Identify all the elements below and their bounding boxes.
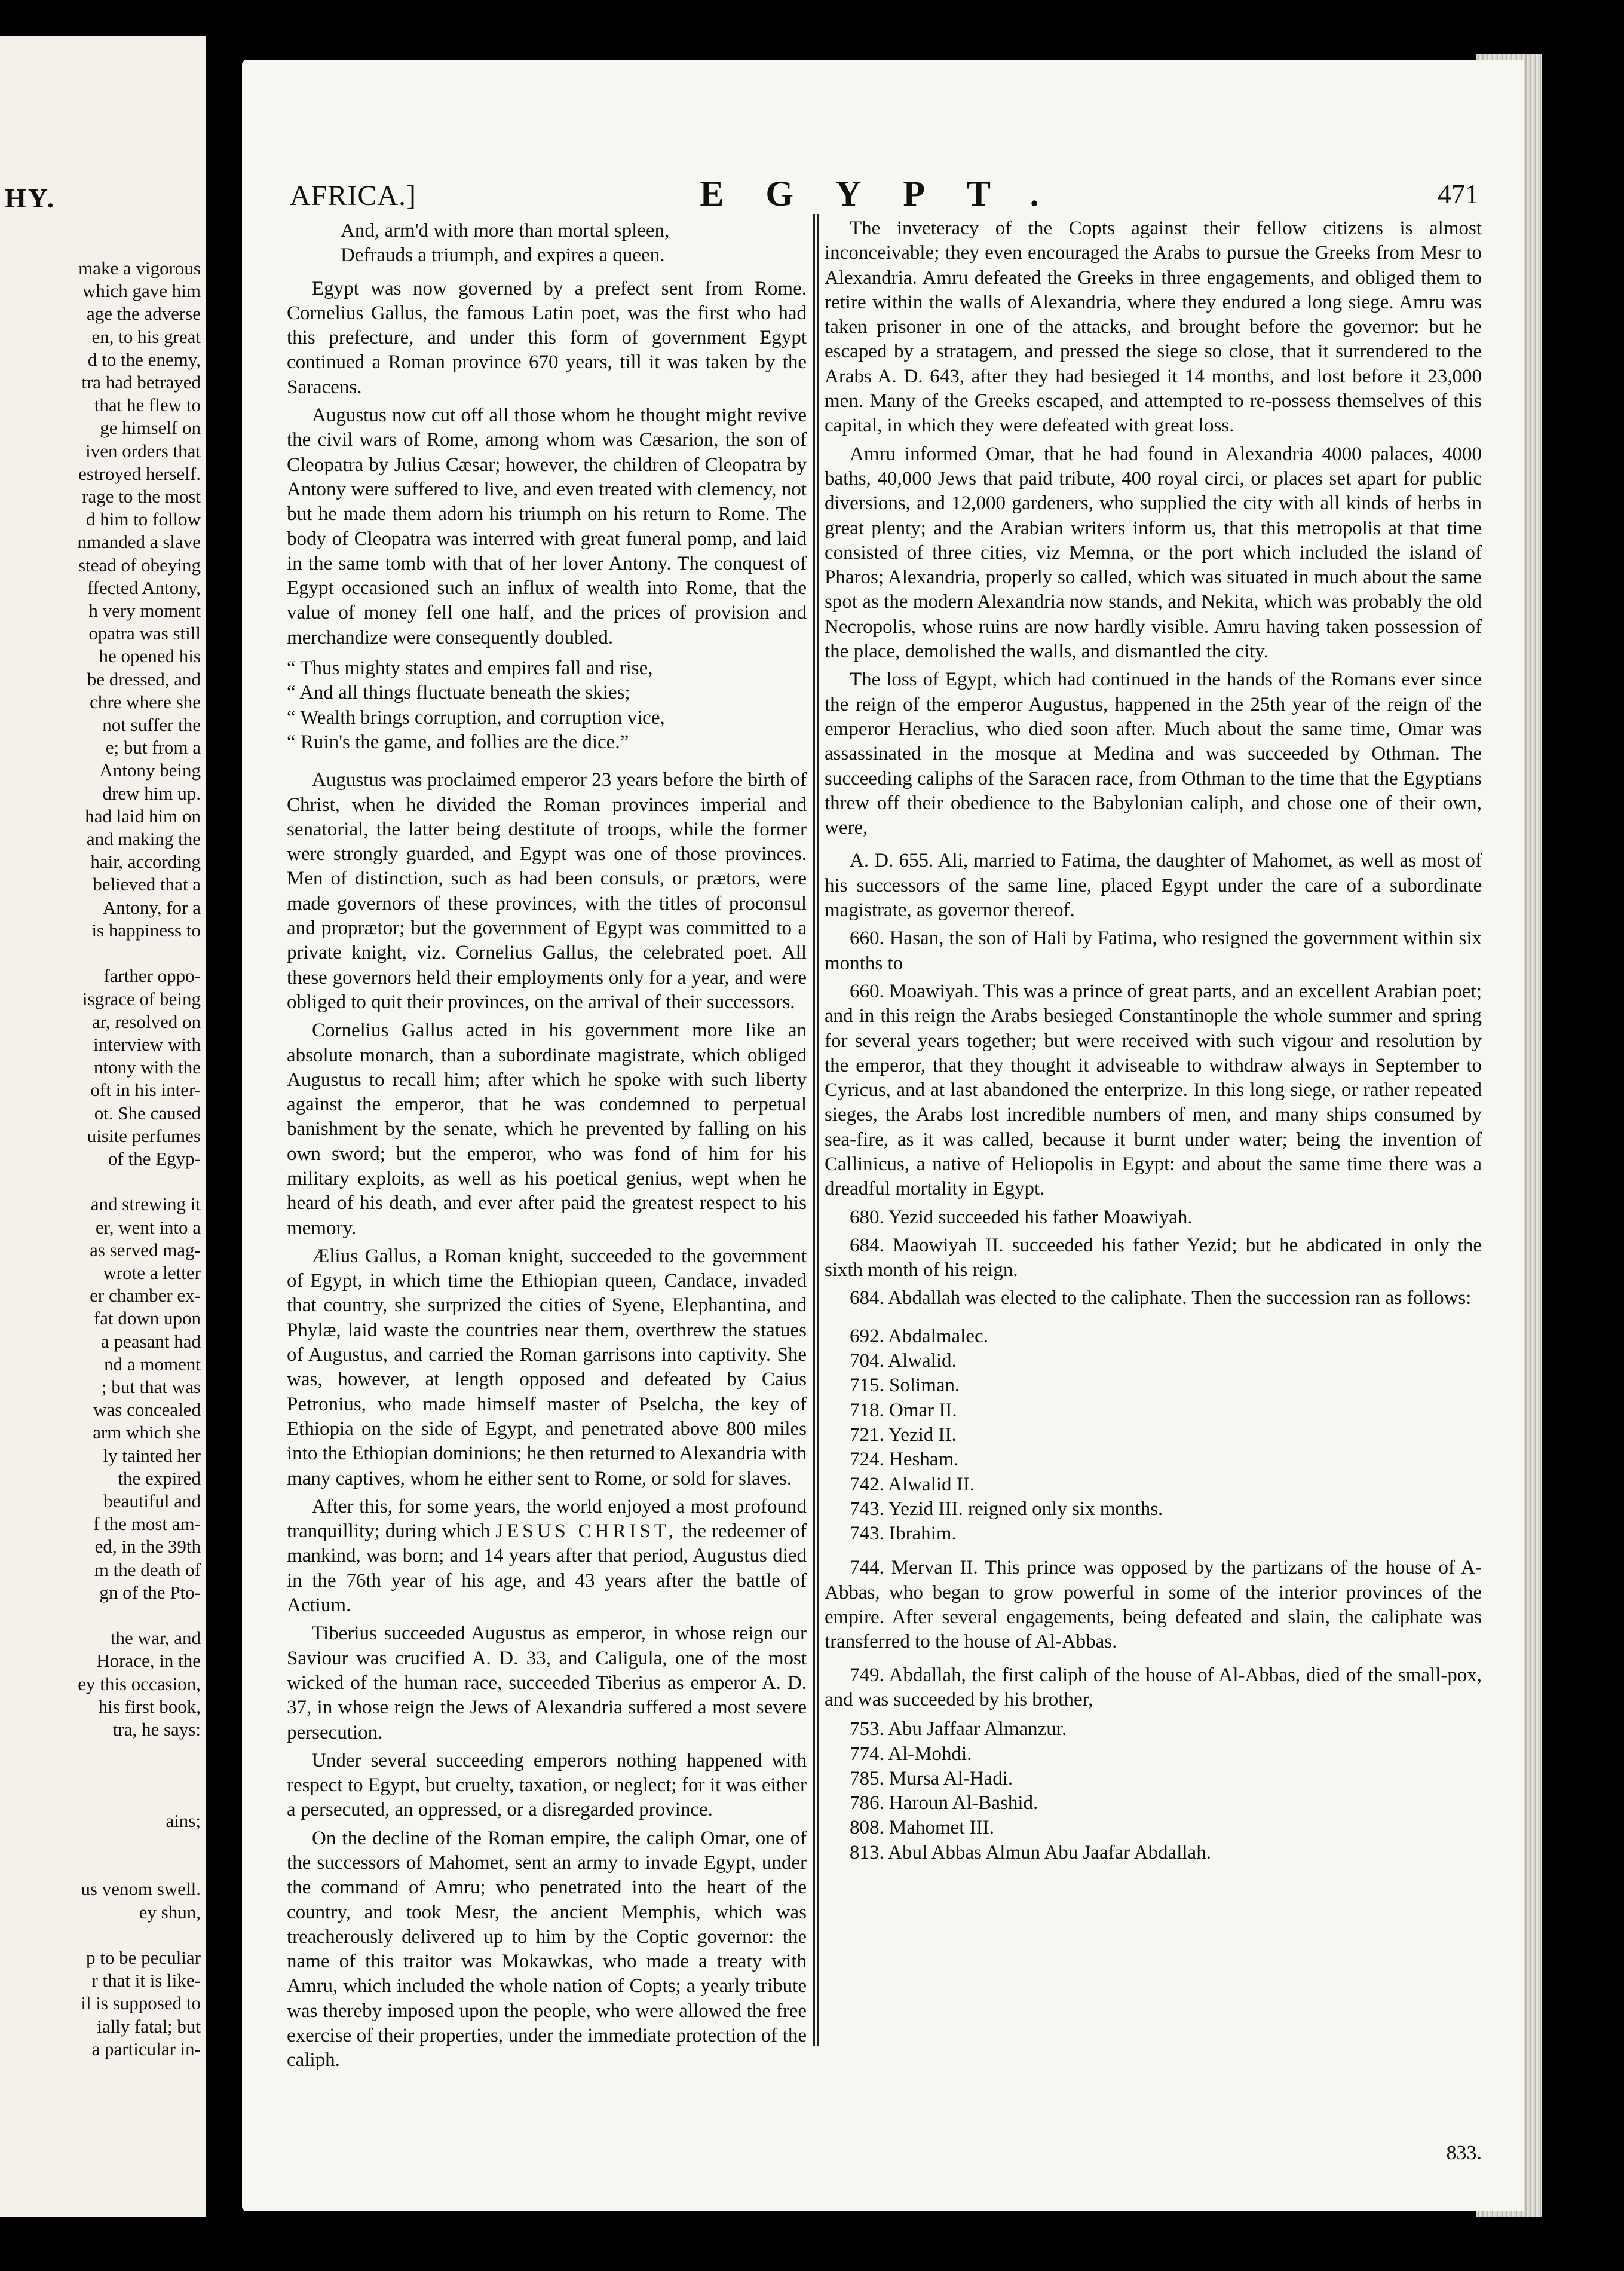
previous-page-line: ey shun, bbox=[139, 1901, 201, 1923]
previous-page-line: was concealed bbox=[93, 1399, 201, 1421]
succession-entry: 743. Ibrahim. bbox=[850, 1523, 957, 1545]
previous-page-line: drew him up. bbox=[102, 782, 201, 804]
paragraph bbox=[287, 1495, 807, 1618]
previous-page-line bbox=[4, 1764, 201, 1786]
previous-page-line: hair, according bbox=[90, 851, 201, 873]
previous-page-line: ntony with the bbox=[93, 1057, 201, 1078]
verse-line: And, arm'd with more than mortal spleen, bbox=[341, 220, 670, 241]
previous-page-line: ey this occasion, bbox=[78, 1673, 201, 1694]
paragraph: Tiberius succeeded Augustus as emperor, in whose reign our Saviour was crucified A. D. 33, and Caligula, one of the most wicked of the human race, succeeded Tiberius as emperor A. D. 37, in whose reign the Jews of Alexandria suffered a most severe persecution. bbox=[287, 1623, 807, 1743]
previous-page-line: rage to the most bbox=[82, 486, 201, 507]
succession-entry: 774. Al-Mohdi. bbox=[850, 1743, 972, 1765]
previous-page-line: nmanded a slave bbox=[77, 531, 201, 553]
previous-page-line: had laid him on bbox=[85, 805, 201, 827]
previous-page-line: er, went into a bbox=[95, 1216, 201, 1238]
previous-page-line: and making the bbox=[86, 828, 201, 850]
book-gutter bbox=[206, 0, 242, 2271]
previous-page-line: iven orders that bbox=[85, 440, 201, 461]
succession-list-abbasid bbox=[850, 1717, 1482, 1865]
previous-page-line: that he flew to bbox=[94, 394, 201, 416]
succession-entry: 724. Hesham. bbox=[850, 1449, 959, 1471]
succession-entry: 742. Alwalid II. bbox=[850, 1473, 975, 1495]
succession-entry: 743. Yezid III. reigned only six months. bbox=[850, 1498, 1163, 1520]
previous-page-line: and strewing it bbox=[90, 1193, 201, 1215]
running-header bbox=[290, 173, 1491, 215]
previous-page-line bbox=[4, 1787, 201, 1810]
paragraph-text: the redeemer of mankind, was born; and 14 years after that period, Augustus died in the 76th year of his age, and 43 years after the battle of Actium. bbox=[287, 1520, 807, 1617]
previous-page-line: ially fatal; but bbox=[97, 2015, 201, 2037]
previous-page-line: be dressed, and bbox=[87, 668, 201, 690]
previous-page-line: tra had betrayed bbox=[81, 372, 201, 393]
succession-entry: 785. Mursa Al-Hadi. bbox=[850, 1767, 1013, 1789]
previous-page-line: us venom swell. bbox=[81, 1878, 201, 1900]
paragraph: The inveteracy of the Copts against their fellow citizens is almost inconceivable; they even encouraged the Arabs to pursue the Greeks from Mesr to Alexandria. Amru defeated the Greeks in three engagements, and obliged them to retire within the walls of Alexandria, where they endured a long siege. Amru was taken prisoner in one of the attacks, and brought before the governor: but he escaped by a stratagem, and pressed the siege so close, that it surrendered to the Arabs A. D. 643, after they had besieged it 14 months, and lost before it 23,000 men. Many of the Greeks escaped, and attempted to re-possess themselves of this capital, in which they were defeated with great loss. bbox=[825, 218, 1482, 437]
previous-page-line: which gave him bbox=[82, 280, 201, 302]
paragraph: A. D. 655. Ali, married to Fatima, the daughter of Mahomet, as well as most of his successors of the same line, placed Egypt under the care of a subordinate magistrate, as governor thereof. bbox=[825, 850, 1482, 922]
previous-page-line: farther oppo- bbox=[103, 965, 201, 987]
previous-page-line: opatra was still bbox=[88, 623, 201, 644]
previous-page-line: tra, he says: bbox=[112, 1719, 201, 1740]
previous-page-line: the expired bbox=[118, 1467, 201, 1489]
paragraph: 684. Abdallah was elected to the caliphate. Then the succession ran as follows: bbox=[850, 1287, 1472, 1309]
catchword: 833. bbox=[1446, 2142, 1482, 2164]
quote-block bbox=[287, 656, 807, 755]
previous-page-line: he opened his bbox=[99, 645, 201, 667]
previous-page-line: ge himself on bbox=[100, 417, 201, 439]
quote-line: “ And all things fluctuate beneath the skies; bbox=[287, 682, 630, 704]
previous-page-line: age the adverse bbox=[86, 303, 201, 325]
paragraph: 749. Abdallah, the first caliph of the house of Al-Abbas, died of the small-pox, and was succeeded by his brother, bbox=[825, 1664, 1482, 1710]
paragraph: Egypt was now governed by a prefect sent from Rome. Cornelius Gallus, the famous Latin poet, was the first who had this prefecture, and under this form of government Egypt continued a Roman province 670 years, till it was taken by the Saracens. bbox=[287, 277, 807, 398]
paragraph: 744. Mervan II. This prince was opposed by the partizans of the house of A-Abbas, who began to grow powerful in some of the interior provinces of the empire. After several engagements, being defeated and slain, the caliphate was transferred to the house of Al-Abbas. bbox=[825, 1557, 1482, 1653]
previous-page-line: ains; bbox=[166, 1810, 201, 1831]
previous-page-line: e; but from a bbox=[105, 737, 201, 758]
previous-page-line: il is supposed to bbox=[81, 1993, 201, 2014]
previous-page-line: not suffer the bbox=[102, 714, 201, 736]
succession-entry: 786. Haroun Al-Bashid. bbox=[850, 1792, 1038, 1814]
emphasized-name: JESUS CHRIST, bbox=[495, 1520, 677, 1542]
succession-entry: 753. Abu Jaffaar Almanzur. bbox=[850, 1718, 1067, 1740]
previous-page-line: Horace, in the bbox=[96, 1650, 201, 1672]
previous-page-line: isgrace of being bbox=[82, 988, 201, 1009]
previous-page-line bbox=[4, 942, 201, 965]
succession-entry: 715. Soliman. bbox=[850, 1375, 960, 1397]
previous-page-line: en, to his great bbox=[91, 326, 201, 347]
previous-page-line: er chamber ex- bbox=[90, 1285, 201, 1306]
previous-page-line: p to be peculiar bbox=[86, 1947, 201, 1969]
previous-page-line: d him to follow bbox=[85, 509, 201, 530]
previous-page-line: fat down upon bbox=[93, 1308, 201, 1329]
paragraph: Cornelius Gallus acted in his government more like an absolute monarch, than a subordinate magistrate, which obliged Augustus to recall him; after which he spoke with such liberty against the emperor, that he was condemned to perpetual banishment by the senate, which he prevented by falling on his own sword; but the emperor, who was fond of him for his military exploits, as well as his poetical genius, wept when he heard of his death, and ever after paid the greatest respect to his memory. bbox=[287, 1020, 807, 1239]
succession-entry: 721. Yezid II. bbox=[850, 1424, 957, 1446]
succession-entry: 692. Abdalmalec. bbox=[850, 1325, 988, 1347]
paragraph: On the decline of the Roman empire, the caliph Omar, one of the successors of Mahomet, sent an army to invade Egypt, under the command of Amru; who penetrated into the heart of the country, and took Mesr, the ancient Memphis, which was treacherously delivered up to him by the Coptic governor: the name of this traitor was Mokawkas, who made a treaty with Amru, which included the whole nation of Copts; a yearly tribute was thereby imposed upon the people, who were allowed the free exercise of their properties, under the immediate protection of the caliph. bbox=[287, 1827, 807, 2071]
previous-page-line bbox=[4, 1170, 201, 1193]
page-number: 471 bbox=[1438, 179, 1479, 209]
previous-page-line bbox=[4, 1832, 201, 1855]
paragraph: Augustus now cut off all those whom he thought might revive the civil wars of Rome, among whom was Cæsarion, the son of Cleopatra by Julius Cæsar; however, the children of Cleopatra by Antony were suffered to live, and even treated with clemency, not but he made them adorn his triumph on his return to Rome. The body of Cleopatra was interred with great funeral pomp, and laid in the same tomb with that of her lover Antony. The conquest of Egypt occasioned such an influx of wealth into Rome, that the value of money fell one half, and the prices of provision and merchandize were consequently doubled. bbox=[287, 405, 807, 648]
paragraph-text: After this, for some years, the world enjoyed a most profound tranquillity; during which bbox=[287, 1495, 807, 1542]
previous-page-line: h very moment bbox=[88, 600, 201, 622]
previous-page-line: of the Egyp- bbox=[108, 1147, 201, 1169]
previous-page-line: arm which she bbox=[93, 1422, 201, 1443]
paragraph: 680. Yezid succeeded his father Moawiyah. bbox=[850, 1206, 1193, 1228]
succession-entry: 718. Omar II. bbox=[850, 1399, 957, 1421]
quote-line: “ Ruin's the game, and follies are the dice.” bbox=[287, 731, 629, 753]
succession-list bbox=[850, 1324, 1482, 1547]
previous-page-line: r that it is like- bbox=[91, 1970, 201, 1991]
previous-page-line: m the death of bbox=[94, 1559, 201, 1580]
previous-page-line: as served mag- bbox=[90, 1239, 201, 1260]
paragraph: Ælius Gallus, a Roman knight, succeeded to the government of Egypt, in which time the Ethiopian queen, Candace, invaded that country, she surprized the cities of Syene, Elephantina, and Phylæ, laid waste the countries near them, overthrew the statues of Augustus, and carried the Roman garrisons into captivity. She was, however, at length opposed and defeated by Caius Petronius, who made himself master of Pselcha, the key of Ethiopia on the side of Egypt, and penetrated above 800 miles into the Ethiopian dominions; he then returned to Alexandria with many captives, whom he either sent to Rome, or sold for slaves. bbox=[287, 1245, 807, 1489]
previous-page-line: ed, in the 39th bbox=[94, 1536, 201, 1557]
previous-page-line: gn of the Pto- bbox=[99, 1581, 201, 1603]
previous-page-line bbox=[4, 1855, 201, 1878]
previous-page-line: ffected Antony, bbox=[87, 577, 201, 598]
previous-page-lines bbox=[4, 257, 201, 2061]
previous-page-line: is happiness to bbox=[91, 919, 201, 941]
previous-page-line: oft in his inter- bbox=[90, 1079, 201, 1101]
column-rule-double bbox=[817, 214, 819, 2046]
previous-page-line bbox=[4, 1924, 201, 1946]
succession-entry: 813. Abul Abbas Almun Abu Jaafar Abdallah. bbox=[850, 1841, 1211, 1863]
verse-lines bbox=[341, 219, 807, 268]
previous-page-line: his first book, bbox=[98, 1695, 201, 1717]
previous-page-line: uisite perfumes bbox=[87, 1125, 201, 1146]
previous-page-line: nd a moment bbox=[104, 1353, 201, 1375]
previous-page-line: Antony, for a bbox=[102, 896, 201, 918]
previous-page-line: ar, resolved on bbox=[91, 1011, 201, 1032]
previous-page-line: ; but that was bbox=[101, 1376, 201, 1397]
right-column bbox=[825, 216, 1482, 1865]
quote-line: “ Thus mighty states and empires fall and rise, bbox=[287, 657, 653, 680]
region-label: AFRICA.] bbox=[290, 180, 417, 212]
paragraph: Under several succeeding emperors nothing happened with respect to Egypt, but cruelty, taxation, or neglect; for it was either a persecuted, an oppressed, or a disregarded province. bbox=[287, 1749, 807, 1821]
previous-page-line bbox=[4, 1741, 201, 1764]
previous-page-line: wrote a letter bbox=[103, 1262, 201, 1283]
page-title: EGYPT. bbox=[700, 174, 1081, 213]
previous-page-line: d to the enemy, bbox=[87, 348, 201, 370]
previous-page-line bbox=[4, 1604, 201, 1627]
previous-page-line: a peasant had bbox=[101, 1330, 201, 1352]
previous-page-line: ly tainted her bbox=[103, 1444, 201, 1466]
previous-page-line: believed that a bbox=[93, 874, 201, 895]
previous-running-head: HY. bbox=[5, 183, 56, 213]
left-column bbox=[287, 216, 807, 2077]
previous-page-line: interview with bbox=[93, 1033, 201, 1055]
paragraph: 684. Maowiyah II. succeeded his father Yezid; but he abdicated in only the sixth month of his reign. bbox=[825, 1234, 1482, 1281]
previous-page-line: stead of obeying bbox=[78, 554, 201, 576]
paragraph: Augustus was proclaimed emperor 23 years before the birth of Christ, when he divided the Roman provinces imperial and senatorial, the latter being destitute of troops, while the former were strongly guarded, and Egypt was one of those provinces. Men of distinction, such as had been consuls, or prætors, were made governors of these provinces, with the titles of proconsul and proprætor; but the government of Egypt was committed to a private knight, viz. Cornelius Gallus, the celebrated poet. All these governors held their employments only for a year, and were obliged to quit their provinces, on the arrival of their successors. bbox=[287, 769, 807, 1013]
previous-page-fragment bbox=[0, 36, 206, 2217]
previous-page-line: f the most am- bbox=[93, 1513, 201, 1535]
previous-page-line: the war, and bbox=[110, 1627, 201, 1649]
paragraph: The loss of Egypt, which had continued in the hands of the Romans ever since the reign of the emperor Augustus, happened in the 25th year of the reign of the emperor Heraclius, who died soon after. Much about the same time, Omar was assassinated in the mosque at Medina and was succeeded by Othman. The succeeding caliphs of the Saracen race, from Othman to the time that the Egyptians threw off their obedience to the Babylonian caliph, and chose one of their own, were, bbox=[825, 669, 1482, 839]
previous-page-line: make a vigorous bbox=[78, 258, 201, 278]
previous-page-line: a particular in- bbox=[91, 2038, 201, 2059]
previous-page-line: beautiful and bbox=[103, 1490, 201, 1511]
verse-line: Defrauds a triumph, and expires a queen. bbox=[341, 244, 665, 267]
paragraph: 660. Hasan, the son of Hali by Fatima, who resigned the government within six months to bbox=[825, 928, 1482, 974]
succession-entry: 704. Alwalid. bbox=[850, 1350, 957, 1372]
previous-page-line: estroyed herself. bbox=[78, 463, 201, 484]
paragraph: 660. Moawiyah. This was a prince of great parts, and an excellent Arabian poet; and in this reign the Arabs besieged Constantinople the whole summer and spring for several years together; but were received with such vigour and resolution by the emperor, that they thought it adviseable to withdraw always in September to Cyricus, and at last abandoned the enterprize. In this long siege, or rather repeated sieges, the Arabs lost incredible numbers of men, and many ships consumed by sea-fire, as it was called, because it burnt under water; being the invention of Callinicus, a native of Heliopolis in Egypt: and about the same time there was a dreadful mortality in Egypt. bbox=[825, 980, 1482, 1200]
succession-entry: 808. Mahomet III. bbox=[850, 1817, 994, 1839]
previous-page-line: ot. She caused bbox=[94, 1102, 201, 1124]
previous-page-line: Antony being bbox=[99, 760, 201, 781]
previous-page-line: chre where she bbox=[90, 691, 201, 712]
column-rule bbox=[813, 214, 815, 2046]
quote-line: “ Wealth brings corruption, and corruption vice, bbox=[287, 706, 665, 729]
book-page bbox=[242, 60, 1524, 2211]
paragraph: Amru informed Omar, that he had found in Alexandria 4000 palaces, 4000 baths, 40,000 Jews that paid tribute, 400 royal circi, or places set apart for public diversions, and 12,000 gardeners, who supplied the city with all kinds of herbs in great plenty; and the Arabian writers inform us, that this metropolis at that time consisted of three cities, viz Memna, or the port which included the island of Pharos; Alexandria, properly so called, which was situated in much about the same spot as the modern Alexandria now stands, and Nekita, which was probably the old Necropolis, whose ruins are now hardly visible. Amru having taken possession of the place, demolished the walls, and dismantled the city. bbox=[825, 443, 1482, 663]
